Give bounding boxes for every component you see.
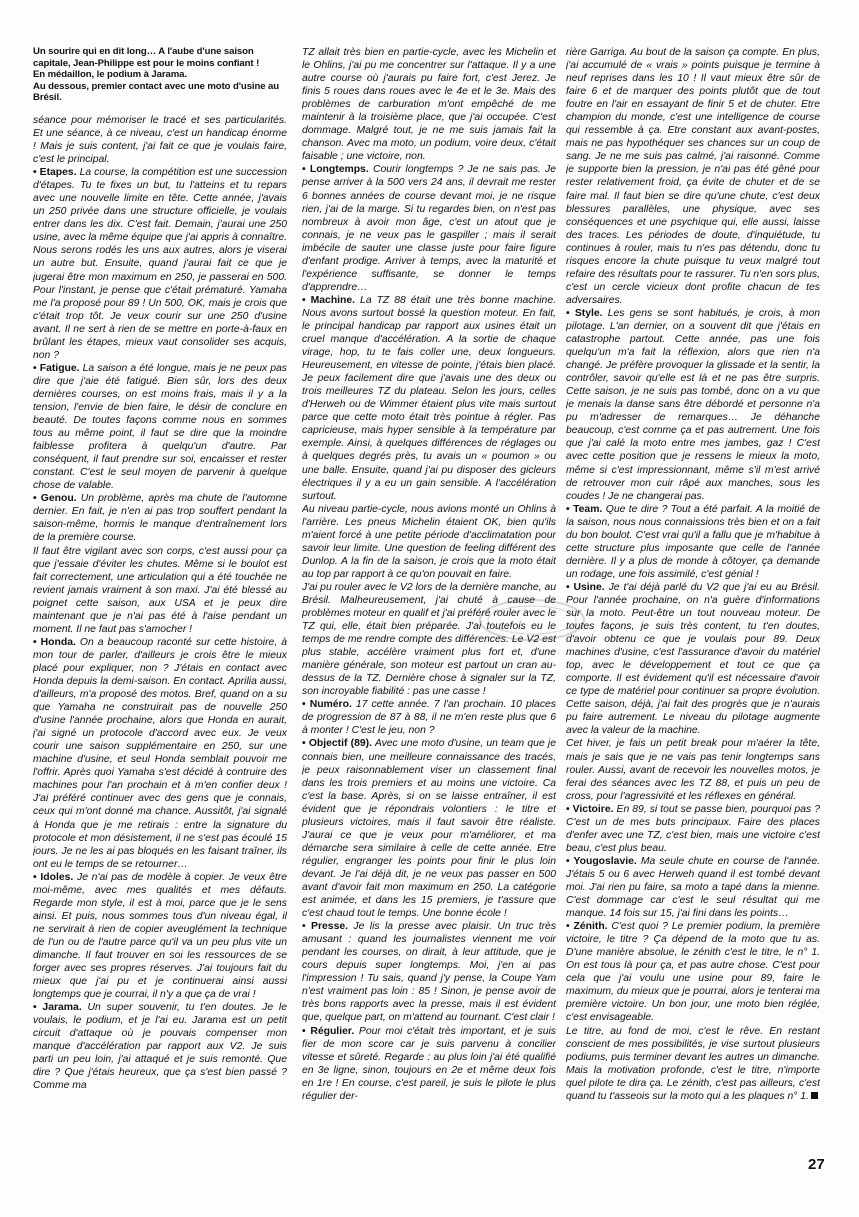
section-keyword: Usine. [573,581,605,593]
paragraph-text: Le titre, au fond de moi, c'est le rêve. En restant conscient de mes possibilités, je vise surtout plusieurs podiums, puis terminer devant les autres un dimanche. Mais la motivation profonde, c'est le titre, n'importe quel pilote te dira ça. Le zénith, c'est pas ailleurs, c'est quand tu t'asseois sur la moto qui a les plaques n° 1. [566,1025,820,1102]
caption-line: Un sourire qui en dit long… A l'aube d'une saison capitale, Jean-Philippe est pour le moins confiant ! [33,46,260,69]
bullet-icon: • [33,1002,43,1014]
page-number: 27 [808,1156,825,1173]
article-paragraph [302,581,556,698]
paragraph-text: Courir longtemps ? Je ne sais pas. Je pense arriver à la 500 vers 24 ans, il devrait me rester 6 bonnes années de course devant moi, je ne risque rien, j'ai de la marge. Si tu regardes bien, on n'est pas nombreux à avoir mon âge, c'est un atout que je connais, je ne veux pas le gaspiller ; mais il serait imbécile de sauter une classe juste pour faire figure d'enfant prodige. Arriver à temps, avec la maturité et l'expérience suffisante, se donner le temps d'apprendre… [302,164,556,293]
article-paragraph [566,307,820,503]
section-keyword: Régulier. [310,1025,355,1037]
article-paragraph [566,920,820,1024]
paragraph-text: J'ai pu rouler avec le V2 lors de la dernière manche, au Brésil. Malheureusement, j'ai chuté à cause de problèmes moteur en qualif et j'ai préféré rouler avec le TZ qui, elle, était bien préparée. J'ai toutefois eu le temps de me rendre compte des différences. Le V2 est plus stable, accélère vraiment plus fort et, d'une manière générale, son moteur est partout un cran au-dessus de la TZ. Dernière chose à signaler sur la TZ, son incroyable fiabilité : pas une casse ! [302,581,556,698]
article-paragraph [566,503,820,581]
section-keyword: Zénith. [573,921,608,933]
bullet-icon: • [302,921,312,933]
bullet-icon: • [302,699,310,711]
column-body [566,46,820,1103]
article-paragraph [302,163,556,293]
section-keyword: Numéro. [309,699,352,711]
paragraph-text: Ma seule chute en course de l'année. J'étais 5 ou 6 avec Herweh quand il est tombé devant moi. J'ai rien pu faire, sa moto a tapé dans la mienne. C'est dommage car c'est le seul résultat qui me manque. 14 fois sur 15, j'ai fini dans les points… [566,855,820,920]
paragraph-text: Au niveau partie-cycle, nous avions monté un Ohlins à l'arrière. Les pneus Michelin étaient OK, bien qu'ils m'aient forcé à une petite période d'acclimatation pour savoir leur limite. Une question de feeling différent des Dunlop. A la fin de la saison, je crois que la moto était au top par rapport à ce qu'on pouvait en faire. [302,503,556,580]
article-paragraph [33,545,287,636]
caption-line: En médaillon, le podium à Jarama. [33,69,187,81]
section-keyword: Yougoslavie. [573,855,637,867]
paragraph-text: La course, la compétition est une succession d'étapes. Tu te fixes un but, tu l'atteins et tu repars avec une nouvelle limite en tête. Cette année, j'avais un 250 privée dans une structure officielle, je voulais entrer dans les dix. C'est fait. Demain, j'aurai une 250 usine, avec la même équipe que j'ai appris à connaître. Nous serons rodés les uns aux autres, alors je viserai un autre but. Ensuite, quand j'aurai fait ce que je jugerai être mon maximum en 250, je passerai en 500. Pour l'instant, je pense que c'était prématuré. Yamaha me l'a proposé pour 89 ! Un 500, OK, mais je crois que c'était trop tôt. Je veux courir sur une 250 d'usine avant. Il ne sert à rien de se mettre en porte-à-faux en brûlant les étapes, mieux vaut consolider ses acquis, non ? [33,167,287,361]
section-keyword: Machine. [310,294,356,306]
section-keyword: Fatigue. [39,362,80,374]
paragraph-text: Un problème, après ma chute de l'automne dernier. En fait, je n'en ai pas trop souffert pendant la saison-même, hormis le manque d'entraînement lors de la première course. [33,493,287,544]
paragraph-text: La saison a été longue, mais je ne peux pas dire que j'aie été fatigué. Bien sûr, lors des deux dernières courses, on est moins frais, mais il y a la tension, l'envie de bien faire, le désir de conclure en beauté. De toutes façons comme nous en sommes tous au même point, il faut se dire que la moindre faiblesse profitera à quelqu'un d'autre. Par conséquent, il faut prendre sur soi, encaisser et rester constant. C'est le seul moyen de parvenir à quelque chose de valable. [33,362,287,492]
column-body [302,46,556,1103]
paragraph-text: C'est quoi ? Le premier podium, la première victoire, le titre ? Ça dépend de la moto que tu as. D'une manière absolue, le zénith c'est le titre, le n° 1. On est tous là pour ça, et pas autre chose. C'est pour cela que j'ai voulu une usine pour 89, faire le maximum, du mieux que je pourrai, alors je tenterai ma première victoire. Un bon jour, une moto bien réglée, c'est envisageable. [566,921,820,1024]
paragraph-text: Cet hiver, je fais un petit break pour m'aérer la tête, mais je sais que je ne vais pas tenir longtemps sans rouler. Aussi, avant de recevoir les nouvelles motos, je ferai des séances avec les TZ 88, et puis un peu de cross, pour l'agressivité et les réflexes en général. [566,738,820,802]
article-paragraph [566,581,820,738]
bullet-icon: • [33,636,41,648]
article-paragraph [33,166,287,362]
paragraph-text: On a beaucoup raconté sur cette histoire, à mon tour de parler, d'ailleurs je crois être le mieux placé pour expliquer, non ? J'étais en contact avec Honda depuis la demi-saison. En contact. Aprilia aussi, d'ailleurs, m'a proposé des motos. Bref, quand on a su que Yamaha ne construirait pas de nouvelle 250 d'usine l'année prochaine, alors que Honda en aurait, j'ai signé un protocole d'accord avec eux. Je veux courir une saison supplémentaire en 250, sur une machine d'usine, et seul Honda semblait pouvoir me l'offrir. Après quoi Yamaha s'est décidé à contruire des machines pour l'an prochain et à m'en confier deux ! J'ai préféré continuer avec des gens que je connais, ceux qui m'ont donné ma chance. Aussitôt, j'ai signalé à Honda que je me retirais : entre la signature du protocole et mon désistement, il ne s'est pas écoulé 15 jours. Je ne les ai pas bloqués en les faisant traîner, ils ont eu le temps de se retourner… [33,636,287,870]
paragraph-text: Je n'ai pas de modèle à copier. Je veux être moi-même, avec mes qualités et mes défauts. Regarde mon style, il est à moi, parce que je le sens ainsi. Et puis, nous sommes tous d'un niveau égal, il ne servirait à rien de copier aveuglément la technique de l'un ou de l'autre parce qu'il va un peu plus vite un dimanche. Il faut trouver en soi les ressources de se forger avec ses propres réserves. J'ai toujours fait du mieux que j'ai pu et je continuerai ainsi aussi longtemps que je courrai, il n'y a que ça de vrai ! [33,871,287,1001]
paragraph-text: séance pour mémoriser le tracé et ses particularités. Et une séance, à ce niveau, c'est un handicap énorme ! Mais je suis content, j'ai fait ce que je voulais faire, c'est le principal. [33,114,287,166]
bullet-icon: • [33,167,40,179]
article-paragraph [302,1025,556,1103]
photo-caption [33,46,287,104]
section-keyword: Etapes. [39,167,77,179]
article-paragraph [302,698,556,737]
paragraph-text: La TZ 88 était une très bonne machine. Nous avons surtout bossé la question moteur. En fait, le principal handicap par rapport aux usines était un cruel manque d'accélération. A la sortie de chaque virage, hop, tu te fais coller une, deux longueurs. Heureusement, en vitesse de pointe, j'étais bien placé. Je peux facilement dire que j'avais une des deux ou trois meilleures TZ du plateau. Selon les jours, celles d'Herweh ou de Wimmer étaient plus vite mais surtout parce que cette moto était très pointue à régler. Pas capricieuse, mais hyper sensible à la température par exemple. Ainsi, à quelques différences de réglages ou à quelques degrés près, tu avais un « poumon » ou une balle. Ensuite, quand j'ai pu disposer des gicleurs électriques il y a eu un gain sensible. A l'accélération surtout. [302,294,556,502]
article-paragraph [33,871,287,1001]
section-keyword: Idoles. [40,871,74,883]
article-paragraph [33,636,287,871]
section-keyword: Victoire. [572,803,614,815]
article-paragraph [33,492,287,544]
bullet-icon: • [566,921,574,933]
bullet-icon: • [566,855,574,867]
bullet-icon: • [33,493,41,505]
bullet-icon: • [566,307,575,319]
bullet-icon: • [566,803,573,815]
paragraph-text: rière Garriga. Au bout de la saison ça compte. En plus, j'ai accumulé de « vrais » points puisque je termine à neuf reprises dans les 10 ! Il vaut mieux être sûr de faire 6 et de marquer des points plutôt que de tout foutre en l'air en essayant de finir 5 et de chuter. Etre champion du monde, c'est une intelligence de course qui ressemble à ça. Etre constant aux avant-postes, mais ne pas hypothéquer ses chances sur un coup de sang. Je ne me suis pas calmé, j'ai raisonné. Comme je supporte bien la pression, je n'ai pas été gêné pour rester relativement froid, ça évite de chuter et de se faire mal. Il faut bien se dire qu'une chute, c'est deux blessures parallèles, une physique, avec ses conséquences et une psychique qui, elle aussi, laisse des traces. Les périodes de doute, d'inquiétude, tu continues à rouler, mais tu n'es pas détendu, donc tu risques encore la chute puisque tu veux malgré tout refaire des résultats pour te rassurer. Tu n'en sors plus, c'est un cercle vicieux dont profite chacun de tes adversaires. [566,47,820,306]
article-paragraph [33,114,287,166]
paragraph-text: Il faut être vigilant avec son corps, c'est aussi pour ça que j'essaie d'éviter les chutes. Même si le boulot est fait correctement, une articulation qui a été touchée ne revient jamais vraiment à son maxi. J'ai été blessé au poignet cette saison, aux USA et je peux dire maintenant que je n'ai pas été à l'aise pendant un moment. Il ne faut pas s'amocher ! [33,545,287,635]
paragraph-text: Un super souvenir, tu t'en doutes. Je le voulais, le podium, et je l'ai eu. Jarama est un petit circuit d'attaque où je pouvais compenser mon manque d'accélération par rapport aux V2. Je suis parti un peu loin, j'ai attaqué et je suis remonté. Que dire ? Que j'étais heureux, que ça s'est bien passé ? Comme ma [33,1002,287,1092]
bullet-icon: • [33,362,40,374]
bullet-icon: • [302,294,311,306]
caption-line: Au dessous, premier contact avec une moto d'usine au Brésil. [33,80,280,104]
article-paragraph [302,503,556,581]
paragraph-text: TZ allait très bien en partie-cycle, avec les Michelin et le Ohlins, j'ai pu me concentrer sur l'attaque. Il y a une autre course où j'aurais pu faire fort, c'est Jerez. Je finis 5 roues dans roues avec le 4e et le 3e. Mais des problèmes de carburation m'ont empêché de me maintenir à la troisième place, que j'ai occupée. C'est dommage. Malgré tout, je ne me suis jamais fait la chanson. Avec ma moto, un podium, voire deux, c'était faisable ; une victoire, non. [302,47,556,163]
bullet-icon: • [302,1025,311,1037]
article-paragraph [302,920,556,1024]
paragraph-text: En 89, si tout se passe bien, pourquoi pas ? C'est un de mes buts principaux. Faire des places d'enfer avec une TZ, c'est bien, mais une victoire c'est beau, c'est plus beau. [566,803,820,854]
column-1 [33,46,287,1171]
paragraph-text: Les gens se sont habitués, je crois, à mon pilotage. L'an dernier, on a souvent dit que j'étais en catastrophe partout. Cette année, pas une fois quelqu'un m'a fait la réflexion, alors que rien n'a changé. Je préfère provoquer la glissade et la sentir, la contrôler, savoir qu'elle est là et ne pas être surpris. Cette saison, je ne suis pas tombé, donc on a vu que je menais la danse sans être débordé et personne n'a pu m'adresser de remarques… Je déhanche beaucoup, c'est comme ça et pas autrement. Une fois que j'ai calé la moto entre mes jambes, gaz ! C'est avec cette position que je ressens le mieux la moto, même si c'est impressionnant, même s'il m'est arrivé de retrouver mon cuir râpé aux manches, sous les coudes ! Je ne changerai pas. [566,307,820,502]
bullet-icon: • [566,503,574,515]
paragraph-text: 17 cette année. 7 l'an prochain. 10 places de progression de 87 à 88, il ne m'en reste plus que 6 à monter ! C'est le jeu, non ? [302,699,556,737]
article-paragraph [302,737,556,920]
section-keyword: Presse. [311,921,349,933]
section-keyword: Genou. [40,493,77,505]
bullet-icon: • [302,164,310,176]
section-keyword: Longtemps. [309,164,369,176]
paragraph-text: Je lis la presse avec plaisir. Un truc très amusant : quand les journalistes viennent me voir pendant les courses, on dirait, à leur attitude, que je cours depuis super longtemps. Moi, j'en ai pas l'impression ! Tu sais, quand j'y pense, la Coupe Yam n'est vraiment pas loin : 85 ! Sinon, je pense avoir de très bons rapports avec la presse, mais il est évident que, quelque part, on m'attend au tournant. C'est clair ! [302,921,556,1024]
section-keyword: Team. [573,503,603,515]
end-of-article-mark [811,1092,818,1099]
article-paragraph [566,46,820,307]
column-body [33,114,287,1093]
column-3 [566,46,820,1171]
section-keyword: Jarama. [42,1002,82,1014]
paragraph-text: Avec une moto d'usine, un team que je connais bien, une meilleure connaissance des tracés, je peux raisonnablement viser un classement final dans les trois premiers et au moins une victoire. Ca c'est la base. Après, si on se laisse entraîner, il est évident que je répondrais volontiers : le titre et plusieurs victoires, mais il faut savoir être réaliste. J'aurai ce que je veux pour m'améliorer, et ma démarche sera similaire à celle de cette année. Etre régulier, engranger les points pour finir le plus loin devant. Je l'ai déjà dit, je ne veux pas passer en 500 avant d'avoir fait mon maximum en 250. La catégorie est animée, et dans les 15 premiers, je t'assure que c'est chaud tout le temps. Une bonne école ! [302,738,556,920]
section-keyword: Objectif (89). [308,738,373,750]
article-paragraph [302,294,556,503]
bullet-icon: • [33,871,41,883]
article-paragraph [302,46,556,163]
bullet-icon: • [302,738,309,750]
section-keyword: Honda. [40,636,76,648]
article-paragraph [33,362,287,492]
article-paragraph [33,1001,287,1092]
paragraph-text: Je t'ai déjà parlé du V2 que j'ai eu au Brésil. Pour l'année prochaine, on n'a guère d'informations sur la moto. Peut-être un tout nouveau moteur. De toutes façons, je suis très content, tu t'en doutes, d'avoir obtenu ce que je voulais pour 89. Deux machines d'usine, c'est l'assurance d'avoir du matériel top, avec le développement et tout ce que ça comporte. Il est évidement qu'il est nécessaire d'avoir ce type de matériel pour continuer sa propre évolution. Cette saison, déjà, j'ai fait des progrès que je n'aurais pu faire autrement. Le niveau du pilotage augmente avec la valeur de la machine. [566,581,820,737]
bullet-icon: • [566,581,574,593]
article-paragraph [566,803,820,855]
paragraph-text: Que te dire ? Tout a été parfait. A la moitié de la saison, nous nous connaissions très bien et on a fait du bon boulot. C'est vrai qu'il a fallu que je m'habitue à cette structure plus imposante que celle de l'année dernière. Il y a plus de monde à côtoyer, ça demande un rodage, une fois assimilé, c'est génial ! [566,503,820,580]
paragraph-text: Pour moi c'était très important, et je suis fier de mon score car je suis parvenu à concilier vitesse et sûreté. Regarde : au plus loin j'ai été qualifié en 3e ligne, sinon, toujours en 2e et même deux fois en 1re ! En course, c'est pareil, je suis le pilote le plus régulier der- [302,1025,556,1102]
section-keyword: Style. [574,307,603,319]
article-paragraph [566,1025,820,1103]
column-2 [302,46,556,1171]
article-paragraph [566,855,820,920]
article-paragraph [566,737,820,802]
